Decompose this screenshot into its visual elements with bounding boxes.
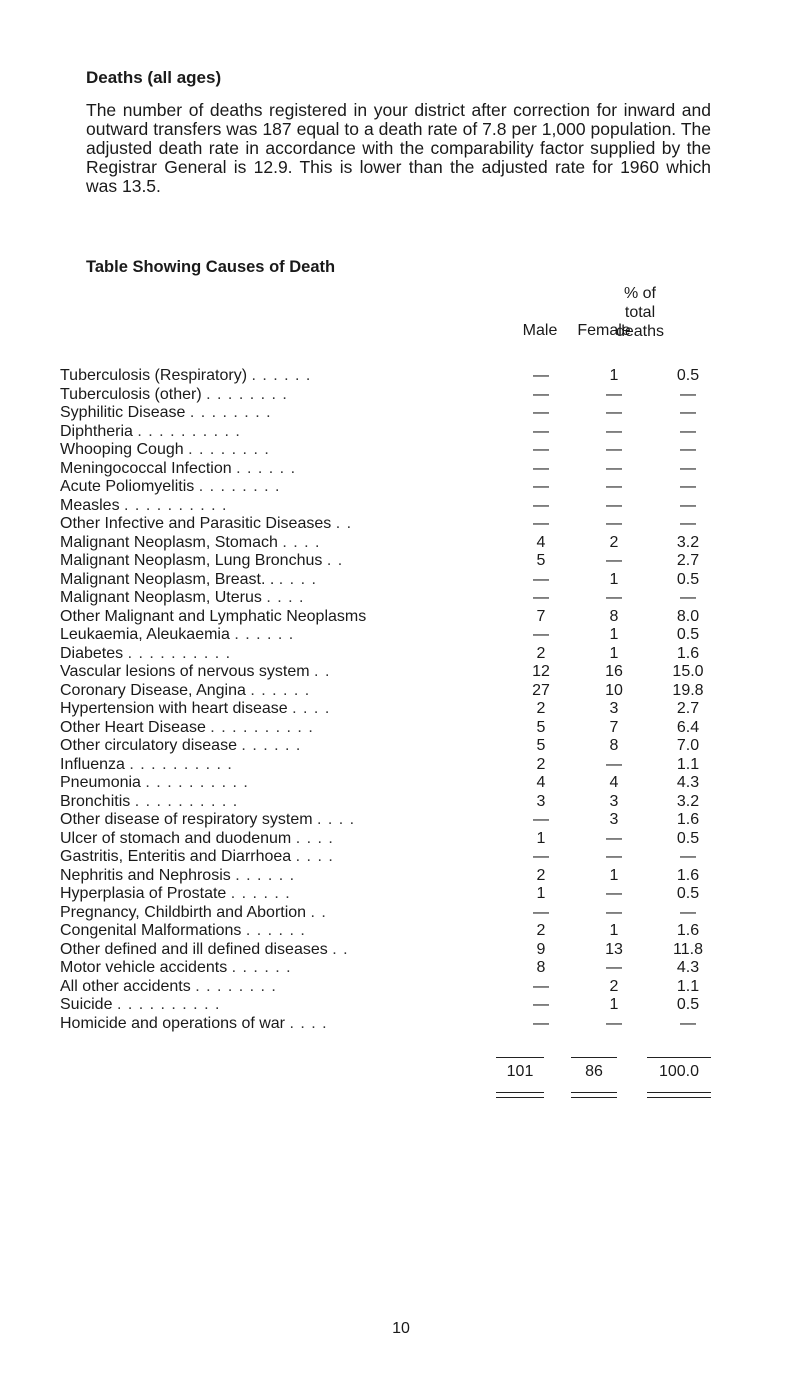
- cause-label: [60, 848, 520, 866]
- leader-dots: . . . . . . . .: [189, 404, 272, 421]
- table-row: [60, 534, 720, 553]
- female-total-rule: [571, 1057, 617, 1058]
- male-cell: —: [533, 478, 549, 495]
- percent-cell: 0.5: [676, 626, 700, 643]
- cause-name: Influenza: [60, 755, 125, 773]
- percent-total-rule: [647, 1057, 711, 1058]
- percent-cell: —: [680, 848, 696, 865]
- leader-dots: . . . .: [295, 848, 334, 865]
- percent-cell: —: [680, 496, 696, 514]
- percent-cell: 2.7: [676, 552, 700, 569]
- table-row: [60, 959, 720, 978]
- table-row: [60, 497, 720, 516]
- female-cell: —: [606, 515, 622, 532]
- table-row: [60, 367, 720, 386]
- female-cell: 3: [609, 700, 619, 717]
- percent-cell: —: [680, 422, 696, 440]
- male-cell: —: [533, 459, 549, 477]
- table-row: [60, 645, 720, 664]
- cause-label: [60, 571, 520, 589]
- cause-label: [60, 626, 520, 644]
- cause-name: Malignant Neoplasm, Breast. .: [60, 570, 275, 588]
- table-row: [60, 996, 720, 1015]
- female-total: 86: [585, 1063, 603, 1080]
- female-cell: —: [606, 885, 622, 902]
- male-cell: 1: [536, 829, 546, 847]
- female-cell: 3: [609, 792, 619, 810]
- cause-name: Other defined and ill defined diseases: [60, 940, 328, 958]
- cause-name: Measles: [60, 496, 120, 514]
- male-cell: —: [533, 404, 549, 421]
- cause-label: [60, 774, 520, 792]
- percent-cell: —: [680, 515, 696, 532]
- percent-cell: —: [680, 404, 696, 421]
- female-cell: —: [606, 903, 622, 921]
- female-cell: 1: [609, 922, 619, 939]
- leader-dots: . . . . . . . .: [195, 977, 277, 995]
- cause-label: [60, 959, 520, 977]
- leader-dots: . . . .: [282, 533, 321, 551]
- cause-label: [60, 497, 520, 515]
- table-row: [60, 608, 720, 627]
- cause-label: [60, 978, 520, 996]
- percent-cell: 3.2: [676, 792, 700, 810]
- cause-label: [60, 922, 520, 940]
- male-cell: —: [533, 496, 549, 514]
- leader-dots: . . . .: [292, 700, 331, 717]
- percent-total-double-rule: [647, 1092, 711, 1098]
- leader-dots: . . . . . . . .: [198, 478, 281, 495]
- table-row: [60, 719, 720, 738]
- female-cell: —: [606, 496, 622, 514]
- female-cell: 3: [609, 811, 619, 828]
- leader-dots: . . . .: [266, 589, 305, 606]
- male-total-double-rule: [496, 1092, 544, 1098]
- percent-cell: 0.5: [676, 570, 700, 588]
- section-heading: Deaths (all ages): [86, 68, 222, 87]
- cause-label: [60, 367, 520, 385]
- cause-name: Motor vehicle accidents: [60, 959, 228, 976]
- cause-name: Other Infective and Parasitic Diseases: [60, 515, 332, 532]
- percent-cell: 15.0: [672, 663, 704, 680]
- female-cell: —: [606, 422, 622, 440]
- leader-dots: . . . . . .: [241, 737, 302, 754]
- cause-name: Gastritis, Enteritis and Diarrhoea: [60, 848, 292, 865]
- percent-header-line-2: total: [624, 304, 656, 321]
- cause-label: [60, 460, 520, 478]
- female-cell: 1: [609, 644, 619, 662]
- table-row: [60, 867, 720, 886]
- male-cell: 5: [536, 718, 546, 736]
- male-cell: 8: [536, 959, 546, 976]
- cause-label: [60, 885, 520, 903]
- table-row: [60, 1015, 720, 1034]
- percent-cell: 8.0: [676, 607, 700, 625]
- leader-dots: . .: [310, 903, 327, 921]
- male-column-header: Male: [522, 322, 558, 339]
- leader-dots: . .: [314, 663, 331, 680]
- leader-dots: . . . .: [317, 811, 356, 828]
- table-row: [60, 848, 720, 867]
- female-cell: 8: [609, 607, 619, 625]
- leader-dots: . . . . . . . . . .: [124, 496, 228, 514]
- percent-cell: 1.6: [676, 922, 700, 939]
- percent-cell: 1.6: [676, 866, 700, 884]
- table-row: [60, 515, 720, 534]
- cause-label: [60, 404, 520, 422]
- cause-label: [60, 941, 520, 959]
- table-row: [60, 941, 720, 960]
- male-cell: 4: [536, 533, 546, 551]
- male-cell: —: [533, 441, 549, 458]
- leader-dots: . . . . . .: [230, 885, 291, 902]
- percent-cell: 7.0: [676, 737, 700, 754]
- cause-name: Leukaemia, Aleukaemia: [60, 626, 230, 643]
- male-cell: —: [533, 589, 549, 606]
- female-cell: —: [606, 848, 622, 865]
- male-total-rule: [496, 1057, 544, 1058]
- cause-label: [60, 386, 520, 404]
- cause-name: Other circulatory disease: [60, 737, 237, 754]
- table-row: [60, 571, 720, 590]
- leader-dots: . . . . . .: [245, 922, 306, 939]
- cause-name: Diphtheria: [60, 422, 133, 440]
- percent-cell: 11.8: [673, 940, 703, 958]
- male-cell: 7: [536, 607, 546, 625]
- cause-name: Tuberculosis (other): [60, 385, 202, 403]
- table-row: [60, 441, 720, 460]
- female-cell: —: [606, 385, 622, 403]
- male-cell: 2: [536, 922, 546, 939]
- female-cell: —: [606, 589, 622, 606]
- percent-cell: 19.8: [672, 681, 704, 699]
- cause-name: Hyperplasia of Prostate: [60, 885, 227, 902]
- cause-name: Malignant Neoplasm, Stomach: [60, 533, 278, 551]
- percent-cell: 1.1: [676, 755, 700, 773]
- cause-label: [60, 534, 520, 552]
- female-cell: 2: [609, 533, 619, 551]
- percent-cell: —: [680, 459, 696, 477]
- leader-dots: . . . . . . . . . .: [127, 644, 232, 662]
- percent-cell: 3.2: [676, 533, 700, 551]
- percent-cell: —: [680, 478, 696, 495]
- percent-cell: 0.5: [676, 885, 700, 902]
- cause-name: Malignant Neoplasm, Uterus: [60, 589, 262, 606]
- male-cell: —: [533, 626, 549, 643]
- percent-cell: 1.1: [676, 977, 700, 995]
- female-cell: 1: [609, 367, 619, 384]
- cause-name: Diabetes: [60, 644, 124, 662]
- cause-label: [60, 515, 520, 533]
- leader-dots: . . . .: [295, 829, 334, 847]
- cause-label: [60, 700, 520, 718]
- male-cell: 27: [532, 681, 550, 699]
- cause-label: [60, 830, 520, 848]
- cause-label: [60, 441, 520, 459]
- male-cell: —: [533, 422, 549, 440]
- female-cell: —: [606, 959, 622, 976]
- table-row: [60, 552, 720, 571]
- male-cell: 12: [532, 663, 550, 680]
- table-title: Table Showing Causes of Death: [86, 258, 336, 276]
- leader-dots: . . . . . . . . . .: [210, 718, 314, 736]
- leader-dots: . . . . . .: [235, 866, 296, 884]
- percent-total: 100.0: [658, 1063, 700, 1080]
- cause-label: [60, 423, 520, 441]
- table-row: [60, 460, 720, 479]
- leader-dots: . . . . . . . . . .: [129, 755, 233, 773]
- page-number: 10: [392, 1320, 410, 1337]
- cause-name: Nephritis and Nephrosis: [60, 866, 231, 884]
- male-cell: —: [533, 367, 549, 384]
- male-cell: —: [533, 385, 549, 403]
- leader-dots: . . . . . . . . . .: [116, 996, 221, 1013]
- cause-name: Meningococcal Infection: [60, 459, 232, 477]
- cause-label: [60, 608, 520, 626]
- leader-dots: . . . . . . . .: [188, 441, 270, 458]
- cause-name: All other accidents: [60, 977, 191, 995]
- male-cell: 5: [536, 737, 546, 754]
- causes-table-body: [60, 367, 720, 1033]
- female-cell: 8: [609, 737, 619, 754]
- cause-name: Suicide: [60, 996, 113, 1013]
- table-row: [60, 811, 720, 830]
- percent-cell: 0.5: [676, 829, 700, 847]
- male-cell: 9: [536, 940, 546, 958]
- male-cell: 5: [536, 552, 546, 569]
- percent-cell: 0.5: [676, 996, 700, 1013]
- table-row: [60, 423, 720, 442]
- cause-label: [60, 552, 520, 570]
- male-cell: 2: [536, 755, 546, 773]
- percent-cell: —: [680, 1014, 696, 1032]
- male-cell: —: [533, 903, 549, 921]
- cause-label: [60, 904, 520, 922]
- table-row: [60, 626, 720, 645]
- male-total: 101: [506, 1063, 534, 1080]
- percent-header-line-3: deaths: [615, 323, 665, 340]
- table-row: [60, 922, 720, 941]
- female-cell: —: [606, 755, 622, 773]
- female-cell: —: [606, 459, 622, 477]
- male-cell: —: [533, 977, 549, 995]
- percent-cell: —: [680, 385, 696, 403]
- cause-name: Hypertension with heart disease: [60, 700, 288, 717]
- percent-cell: 1.6: [676, 644, 700, 662]
- cause-name: Coronary Disease, Angina: [60, 681, 246, 699]
- table-row: [60, 793, 720, 812]
- male-cell: 3: [536, 792, 546, 810]
- female-cell: 4: [609, 774, 619, 791]
- percent-cell: 4.3: [676, 959, 700, 976]
- male-cell: 2: [536, 866, 546, 884]
- cause-name: Bronchitis: [60, 792, 131, 810]
- cause-name: Pregnancy, Childbirth and Abortion: [60, 903, 307, 921]
- leader-dots: . . . . . . . . . .: [137, 422, 241, 440]
- leader-dots: . .: [332, 940, 349, 958]
- male-cell: —: [533, 570, 549, 588]
- leader-dots: . . . . . . . .: [206, 385, 288, 403]
- cause-label: [60, 1015, 520, 1033]
- female-cell: 10: [605, 681, 623, 699]
- cause-label: [60, 719, 520, 737]
- leader-dots: . . . . . .: [234, 626, 295, 643]
- cause-name: Vascular lesions of nervous system: [60, 663, 310, 680]
- table-row: [60, 756, 720, 775]
- leader-dots: . . . . . .: [251, 367, 312, 384]
- percent-cell: —: [680, 903, 696, 921]
- cause-label: [60, 996, 520, 1014]
- male-cell: —: [533, 515, 549, 532]
- cause-name: Ulcer of stomach and duodenum: [60, 829, 292, 847]
- female-cell: 1: [609, 996, 619, 1013]
- cause-name: Acute Poliomyelitis: [60, 478, 195, 495]
- cause-label: [60, 811, 520, 829]
- female-total-double-rule: [571, 1092, 617, 1098]
- percent-header-line-1: % of: [623, 285, 656, 302]
- male-cell: 4: [536, 774, 546, 791]
- table-row: [60, 478, 720, 497]
- male-cell: —: [533, 811, 549, 828]
- percent-cell: 1.6: [676, 811, 700, 828]
- cause-label: [60, 589, 520, 607]
- cause-label: [60, 756, 520, 774]
- leader-dots: . .: [335, 515, 353, 532]
- table-row: [60, 978, 720, 997]
- leader-dots: . .: [326, 552, 344, 569]
- cause-label: [60, 645, 520, 663]
- male-cell: 1: [536, 885, 546, 902]
- leader-dots: . . . . . .: [250, 681, 311, 699]
- table-row: [60, 386, 720, 405]
- female-cell: 7: [609, 718, 619, 736]
- table-row: [60, 904, 720, 923]
- female-cell: 1: [609, 866, 619, 884]
- percent-cell: 2.7: [676, 700, 700, 717]
- female-cell: —: [606, 1014, 622, 1032]
- female-cell: 1: [609, 570, 619, 588]
- cause-name: Pneumonia: [60, 774, 141, 791]
- male-cell: —: [533, 848, 549, 865]
- percent-cell: 4.3: [676, 774, 700, 791]
- intro-paragraph: The number of deaths registered in your district after correction for inward and outward transfers was 187 equal to a death rate of 7.8 per 1,000 population. The adjusted death rate in accordance with the comparability factor supplied by the Registrar General is 12.9. This is lower than the adjusted rate for 1960 which was 13.5.: [86, 100, 711, 196]
- cause-label: [60, 793, 520, 811]
- cause-name: Other Heart Disease: [60, 718, 206, 736]
- cause-name: Homicide and operations of war: [60, 1014, 286, 1032]
- male-cell: —: [533, 1014, 549, 1032]
- table-row: [60, 404, 720, 423]
- male-cell: —: [533, 996, 549, 1013]
- leader-dots: . . . . . . . . . .: [145, 774, 249, 791]
- cause-name: Congenital Malformations: [60, 922, 242, 939]
- table-row: [60, 663, 720, 682]
- percent-cell: 0.5: [676, 367, 700, 384]
- cause-label: [60, 478, 520, 496]
- table-row: [60, 737, 720, 756]
- table-row: [60, 589, 720, 608]
- female-column-header: Female: [577, 322, 631, 339]
- female-cell: —: [606, 441, 622, 458]
- table-row: [60, 885, 720, 904]
- leader-dots: . . . . . .: [236, 459, 297, 477]
- cause-name: Other disease of respiratory system: [60, 811, 313, 828]
- female-cell: —: [606, 552, 622, 569]
- female-cell: —: [606, 404, 622, 421]
- female-cell: 13: [605, 940, 623, 958]
- female-cell: —: [606, 829, 622, 847]
- male-cell: 2: [536, 644, 546, 662]
- cause-name: Tuberculosis (Respiratory): [60, 367, 248, 384]
- leader-dots: . . . .: [278, 570, 317, 588]
- cause-label: [60, 867, 520, 885]
- female-cell: 1: [609, 626, 619, 643]
- cause-name: Malignant Neoplasm, Lung Bronchus: [60, 552, 323, 569]
- table-row: [60, 700, 720, 719]
- percent-cell: 6.4: [676, 718, 700, 736]
- leader-dots: . . . .: [289, 1014, 328, 1032]
- table-row: [60, 682, 720, 701]
- cause-label: [60, 682, 520, 700]
- cause-label: [60, 737, 520, 755]
- table-row: [60, 830, 720, 849]
- male-cell: 2: [536, 700, 546, 717]
- leader-dots: . . . . . . . . . .: [134, 792, 239, 810]
- female-cell: 2: [609, 977, 619, 995]
- leader-dots: . . . . . .: [231, 959, 292, 976]
- cause-name: Syphilitic Disease: [60, 404, 186, 421]
- cause-name: Whooping Cough: [60, 441, 184, 458]
- female-cell: —: [606, 478, 622, 495]
- female-cell: 16: [605, 663, 623, 680]
- cause-name: Other Malignant and Lymphatic Neoplasms: [60, 607, 367, 625]
- table-row: [60, 774, 720, 793]
- percent-cell: —: [680, 441, 696, 458]
- percent-cell: —: [680, 589, 696, 606]
- cause-label: [60, 663, 520, 681]
